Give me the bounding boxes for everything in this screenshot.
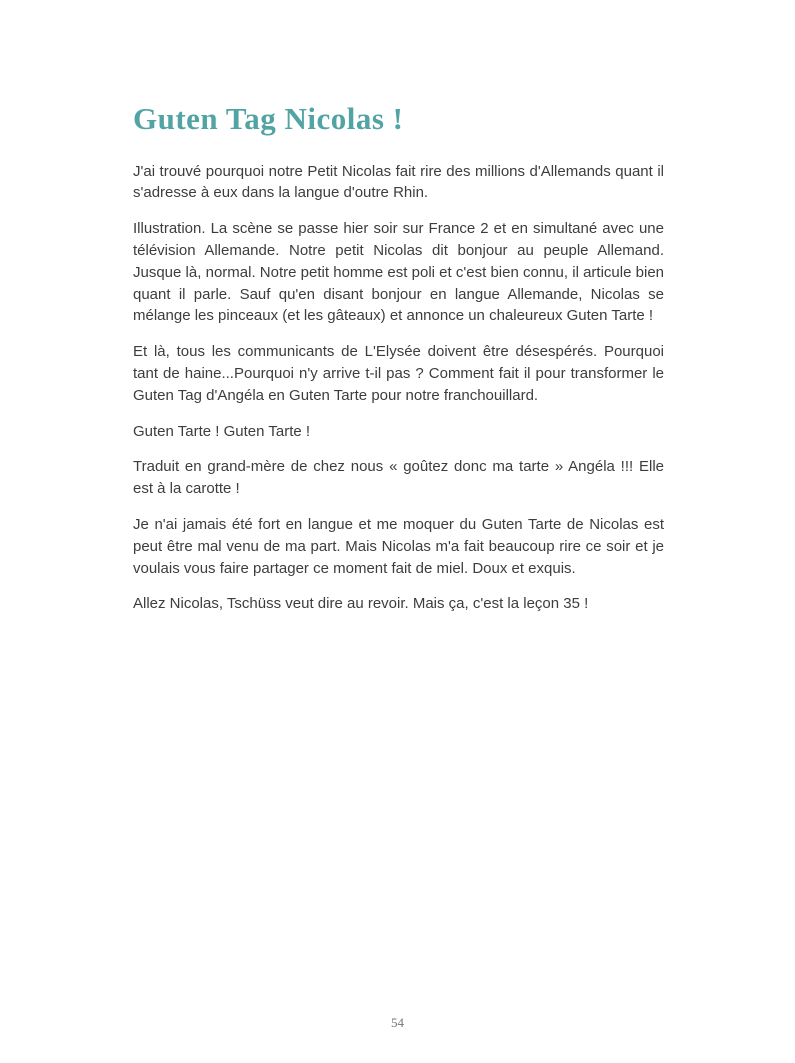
page-title: Guten Tag Nicolas ! [133,101,404,136]
paragraph-elysee: Et là, tous les communicants de L'Elysée doivent être désespérés. Pourquoi tant de haine...Pourquoi n'y arrive t-il pas ? Comment fait il pour transformer le Guten Tag d'Angéla en Guten Tarte pour notre franchouillard. [133,343,664,404]
paragraph-traduit: Traduit en grand-mère de chez nous « goûtez donc ma tarte » Angéla !!! Elle est à la carotte ! [133,458,664,498]
article-content [133,101,664,629]
paragraph-guten-tarte: Guten Tarte ! Guten Tarte ! [133,422,311,440]
paragraph-intro: J'ai trouvé pourquoi notre Petit Nicolas fait rire des millions d'Allemands quant il s'adresse à eux dans la langue d'outre Rhin. [133,162,664,202]
paragraph-jamais-fort: Je n'ai jamais été fort en langue et me moquer du Guten Tarte de Nicolas est peut être mal venu de ma part. Mais Nicolas m'a fait beaucoup rire ce soir et je voulais vous faire partager ce moment fait de miel. Doux et exquis. [133,516,664,577]
paragraph-tschuss: Allez Nicolas, Tschüss veut dire au revoir. Mais ça, c'est la leçon 35 ! [133,595,589,613]
page-number: 54 [391,1015,404,1030]
paragraph-illustration: Illustration. La scène se passe hier soir sur France 2 et en simultané avec une télévision Allemande. Notre petit Nicolas dit bonjour au peuple Allemand. Jusque là, normal. Notre petit homme est poli et c'est bien connu, il articule bien quant il parle. Sauf qu'en disant bonjour en langue Allemande, Nicolas se mélange les pinceaux (et les gâteaux) et annonce un chaleureux Guten Tarte ! [133,220,664,325]
